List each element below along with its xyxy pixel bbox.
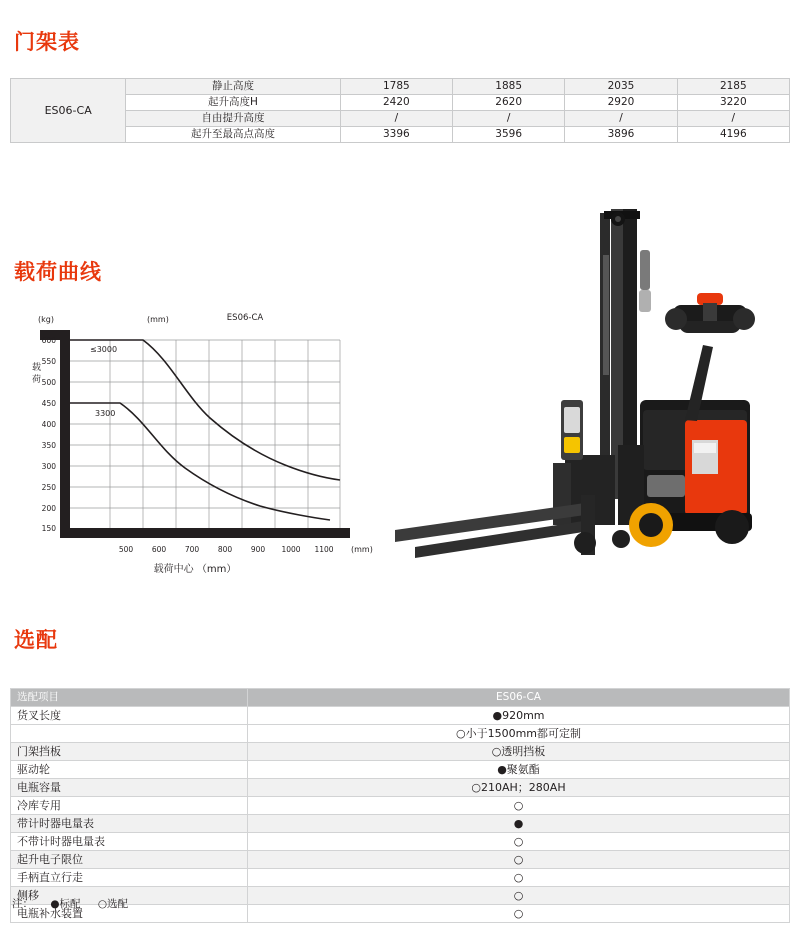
svg-text:450: 450 bbox=[41, 399, 56, 408]
mast-cell: 3220 bbox=[677, 95, 789, 111]
note-optional: ○选配 bbox=[97, 898, 129, 910]
option-value: ○ bbox=[248, 905, 790, 923]
option-name: 电瓶补水装置 bbox=[11, 905, 248, 923]
svg-text:(kg): (kg) bbox=[38, 315, 54, 324]
svg-text:400: 400 bbox=[41, 420, 56, 429]
svg-text:600: 600 bbox=[151, 545, 167, 554]
mast-cell: 2920 bbox=[565, 95, 677, 111]
option-header-name: 选配项目 bbox=[11, 689, 248, 707]
option-name: 驱动轮 bbox=[11, 761, 248, 779]
svg-text:800: 800 bbox=[217, 545, 233, 554]
mast-cell: 3596 bbox=[453, 127, 565, 143]
option-value: ●聚氨酯 bbox=[248, 761, 790, 779]
mast-cell: / bbox=[565, 111, 677, 127]
svg-text:载荷中心 （mm）: 载荷中心 （mm） bbox=[153, 564, 237, 575]
svg-text:550: 550 bbox=[41, 357, 56, 366]
mast-row-label: 起升至最高点高度 bbox=[126, 127, 340, 143]
option-name bbox=[11, 725, 248, 743]
option-value: ○ bbox=[248, 833, 790, 851]
svg-text:1100: 1100 bbox=[314, 545, 334, 554]
mast-cell: 2620 bbox=[453, 95, 565, 111]
table-row bbox=[11, 869, 790, 887]
load-curve-chart bbox=[10, 300, 380, 580]
mast-cell: 1785 bbox=[340, 79, 452, 95]
mast-cell: 3896 bbox=[565, 127, 677, 143]
option-value: ○210AH；280AH bbox=[248, 779, 790, 797]
svg-text:ES06-CA: ES06-CA bbox=[226, 313, 264, 323]
svg-text:≤3000: ≤3000 bbox=[90, 345, 118, 354]
table-row bbox=[11, 725, 790, 743]
mast-row-label: 自由提升高度 bbox=[126, 111, 340, 127]
option-table bbox=[10, 688, 790, 923]
svg-text:200: 200 bbox=[41, 504, 56, 513]
option-name: 门架挡板 bbox=[11, 743, 248, 761]
option-value: ○ bbox=[248, 869, 790, 887]
svg-text:1000: 1000 bbox=[281, 545, 301, 554]
note-prefix: 注： bbox=[12, 898, 33, 910]
mast-model-cell: ES06-CA bbox=[11, 79, 126, 143]
option-value: ○小于1500mm都可定制 bbox=[248, 725, 790, 743]
svg-text:(mm): (mm) bbox=[147, 315, 169, 324]
table-row bbox=[11, 779, 790, 797]
svg-text:500: 500 bbox=[118, 545, 134, 554]
option-value: ○ bbox=[248, 797, 790, 815]
mast-cell: / bbox=[340, 111, 452, 127]
table-row bbox=[11, 743, 790, 761]
option-name: 起升电子限位 bbox=[11, 851, 248, 869]
svg-text:150: 150 bbox=[41, 524, 56, 533]
table-header-row bbox=[11, 689, 790, 707]
table-row bbox=[11, 815, 790, 833]
svg-text:(mm): (mm) bbox=[351, 545, 373, 554]
table-row bbox=[11, 761, 790, 779]
mast-cell: / bbox=[453, 111, 565, 127]
product-photo-stacker bbox=[385, 195, 785, 585]
option-name: 不带计时器电量表 bbox=[11, 833, 248, 851]
option-name: 带计时器电量表 bbox=[11, 815, 248, 833]
option-header-model: ES06-CA bbox=[248, 689, 790, 707]
option-value: ●920mm bbox=[248, 707, 790, 725]
mast-cell: 4196 bbox=[677, 127, 789, 143]
svg-text:3300: 3300 bbox=[95, 409, 116, 418]
option-name: 货叉长度 bbox=[11, 707, 248, 725]
svg-text:250: 250 bbox=[41, 483, 56, 492]
option-value: ○透明挡板 bbox=[248, 743, 790, 761]
option-value: ○ bbox=[248, 851, 790, 869]
mast-row-label: 起升高度H bbox=[126, 95, 340, 111]
svg-text:载: 载 bbox=[32, 363, 42, 373]
mast-cell: 3396 bbox=[340, 127, 452, 143]
svg-text:500: 500 bbox=[41, 378, 56, 387]
table-row bbox=[11, 851, 790, 869]
table-row bbox=[11, 797, 790, 815]
mast-table bbox=[10, 78, 790, 143]
option-value: ● bbox=[248, 815, 790, 833]
option-value: ○ bbox=[248, 887, 790, 905]
svg-text:600: 600 bbox=[41, 336, 56, 345]
mast-cell: 2420 bbox=[340, 95, 452, 111]
svg-text:300: 300 bbox=[41, 462, 56, 471]
table-row bbox=[11, 95, 790, 111]
mast-cell: 2035 bbox=[565, 79, 677, 95]
mast-cell: 2185 bbox=[677, 79, 789, 95]
table-row bbox=[11, 111, 790, 127]
option-name: 手柄直立行走 bbox=[11, 869, 248, 887]
mast-row-label: 静止高度 bbox=[126, 79, 340, 95]
load-curve-title: 载荷曲线 bbox=[14, 260, 102, 284]
table-row bbox=[11, 79, 790, 95]
mast-cell: / bbox=[677, 111, 789, 127]
option-name: 冷库专用 bbox=[11, 797, 248, 815]
svg-text:900: 900 bbox=[250, 545, 266, 554]
table-row bbox=[11, 833, 790, 851]
legend-note bbox=[12, 896, 142, 911]
mast-cell: 1885 bbox=[453, 79, 565, 95]
svg-text:350: 350 bbox=[41, 441, 56, 450]
table-row bbox=[11, 707, 790, 725]
svg-text:荷: 荷 bbox=[32, 375, 42, 385]
option-name: 电瓶容量 bbox=[11, 779, 248, 797]
note-standard: ●标配 bbox=[50, 898, 81, 910]
option-section-title: 选配 bbox=[14, 628, 58, 652]
option-name: 侧移 bbox=[11, 887, 248, 905]
table-row bbox=[11, 127, 790, 143]
mast-table-title: 门架表 bbox=[14, 30, 80, 54]
svg-text:700: 700 bbox=[184, 545, 200, 554]
